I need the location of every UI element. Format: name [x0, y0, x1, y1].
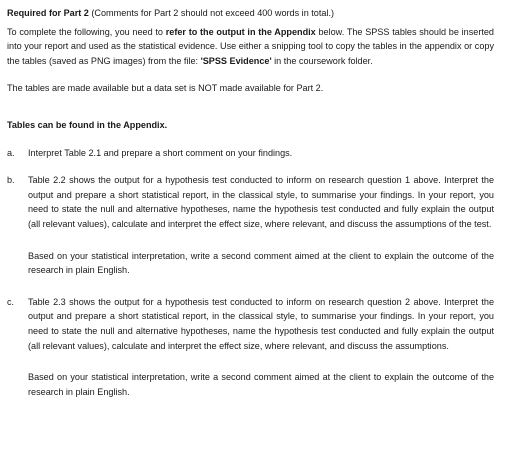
intro-file-name: 'SPSS Evidence' — [200, 55, 272, 66]
list-item-text: Table 2.3 shows the output for a hypothesis test conducted to inform on research question 2 above. Interpret the output and prepare a short statistical report, in the classical style, to summarise your findings. In your report, you need to state the null and alternative hypotheses, name the hypothesis test conducted and fully explain the output (all relevant values), calculate and interpret the effect size, where relevant, and discuss the assumptions. — [28, 296, 494, 351]
intro-text-3: in the coursework folder. — [271, 55, 373, 66]
intro-text-1: To complete the following, you need to — [7, 26, 166, 37]
list-item-text: Table 2.2 shows the output for a hypothesis test conducted to inform on research question 1 above. Interpret the output and prepare a short statistical report, in the classical style, to summarise your findings. In your report, you need to state the null and alternative hypotheses, name the hypothesis test conducted and fully explain the output (all relevant values), calculate and interpret the effect size, where relevant, and discuss the assumptions of the test. — [28, 175, 494, 229]
list-marker: b. — [7, 175, 15, 186]
list-item-b — [7, 173, 494, 231]
tables-heading: Tables can be found in the Appendix. — [7, 119, 168, 130]
intro-emphasis: refer to the output in the Appendix — [165, 26, 316, 37]
list-marker: c. — [7, 296, 15, 307]
list-item-a — [7, 146, 494, 161]
list-item-b-followup: Based on your statistical interpretation, write a second comment aimed at the client to explain the outcome of the research in plain English. — [28, 250, 494, 276]
list-item-text: Interpret Table 2.1 and prepare a short comment on your findings. — [28, 147, 293, 158]
part-title: Required for Part 2 — [7, 8, 89, 18]
intro-text-2: below. The SPSS tables should be inserted into your report and used as the statistical evidence. Use either a snipping tool to copy the tables in the appendix or copy the tables (saved as PNG images) from the file: — [7, 26, 494, 66]
list-item-c-followup: Based on your statistical interpretation, write a second comment aimed at the client to explain the outcome of the research in plain English. — [28, 372, 494, 397]
list-marker: a. — [7, 147, 15, 158]
word-limit-note: (Comments for Part 2 should not exceed 400 words in total.) — [91, 8, 335, 18]
availability-note: The tables are made available but a data set is NOT made available for Part 2. — [7, 83, 324, 94]
intro-paragraph — [7, 25, 494, 69]
list-item-c — [7, 295, 494, 353]
part-heading — [7, 6, 494, 21]
